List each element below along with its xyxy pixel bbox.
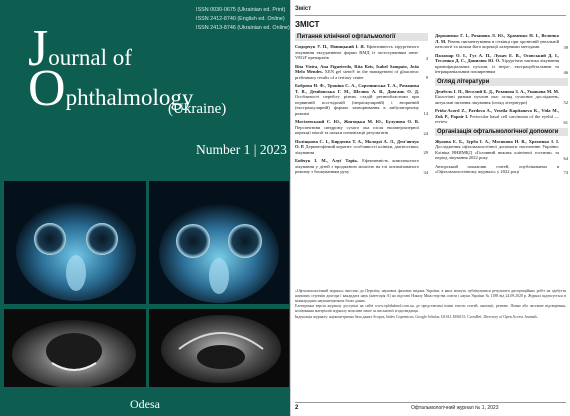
toc-entry-title: Рівень пигментування в сітківці при хронічній увеальній патології та шляхи його корекції лазерними методами bbox=[435, 38, 560, 49]
toc-entry[interactable] bbox=[435, 53, 568, 75]
toc-entry-title: Хірургічна тактика лікування краніофаціальних пухлин, із інтра-, екстраорбітальним та інтракраніальним поширенням bbox=[435, 58, 559, 74]
section-heading: Огляд літератури bbox=[435, 78, 568, 86]
toc-entry[interactable] bbox=[295, 119, 428, 136]
toc-entry-authors: Паламар О. І., Гуз А. П., Лукач Е. В., Осовський Д. І., Тесленко Д. С., Данилюк Ю. О. bbox=[435, 52, 559, 63]
toc-entry[interactable] bbox=[435, 89, 568, 106]
toc-entry[interactable] bbox=[295, 64, 428, 81]
toc-entry-authors: Дембель І. П., Веселий Б. Д., Розанова З. А., Ушакова М. М. bbox=[435, 88, 559, 94]
journal-subtitle: (Ukraine) bbox=[168, 101, 227, 117]
toc-entry-authors: Prida-Acord Z., Pardova A., Veseila Kapitanova K., Vida M., Zuk P., Papoir I. bbox=[435, 108, 559, 119]
toc-entry-page: 61 bbox=[563, 119, 568, 125]
note-accreditation: «Офтальмологічний журнал» внесено до Переліку наукових фахових видань України, в яких можуть публікуватися результати дисертаційних робіт на здобуття наукових ступенів доктора і кандидата наук (категорія А) на підставі Наказу Міністерства освіти і науки України № 1188 від 24.09.2020 р. Журнал індексується в міжнародних наукометричних базах даних. bbox=[295, 289, 566, 303]
issue-number: Number 1 | 2023 bbox=[196, 142, 287, 157]
toc-entry-page: 29 bbox=[423, 150, 428, 155]
toc-entry-authors: Rita Vieira, Ana Figueiredo, Rita Reis, Isabel Sampaio, João Melo Mendes. bbox=[295, 63, 419, 74]
toc-entry-title: Біологічні ризики пухлин ока: огляд сучасних досліджень, актуальні питання лікування (огляд літератури) bbox=[435, 94, 559, 105]
toc-entry-authors: Бойчук І. М., Алуї Тарік. bbox=[295, 158, 359, 163]
contents-column-left bbox=[295, 33, 428, 178]
contents-page bbox=[290, 0, 570, 416]
contents-column-right bbox=[435, 33, 568, 178]
toc-entry-page: 74 bbox=[563, 169, 568, 175]
running-header: Зміст bbox=[295, 6, 312, 12]
toc-entry[interactable] bbox=[435, 108, 568, 125]
title-initial-o: O bbox=[28, 60, 66, 117]
toc-entry-title: XEN gel stent® in the management of glaucoma: preliminary results of a tertiary center bbox=[295, 69, 419, 80]
toc-entry-page: 24 bbox=[423, 130, 428, 136]
toc-entry-text bbox=[435, 164, 559, 175]
toc-entry-title: Periocular basal cell carcinoma of the eyelid — review bbox=[435, 113, 560, 124]
toc-entry-authors: Дорошенко Г. І., Розанова Л. Ю., Храменко Н. І., Величко Л. М. bbox=[435, 33, 559, 44]
toc-entry-page: 14 bbox=[423, 111, 428, 116]
toc-entry-text bbox=[295, 119, 419, 136]
title-initial-j: J bbox=[28, 20, 49, 77]
toc-entry-authors: Поліщкова С. І., Кирдеєва Т. А., Молодої А. Л., Дем'янчук О. Р. bbox=[295, 138, 419, 149]
toc-entry-authors: Жукова Е. Б., Зурба І. А., Мосякова Н. В., Храменко І. І. bbox=[435, 138, 559, 144]
publication-city: Odesa bbox=[130, 397, 160, 411]
ultrasound-image-left bbox=[4, 309, 146, 387]
footer-rule bbox=[295, 402, 566, 403]
toc-entry-title: Дерматофітний кератит: особливості клініки, діагностики, лікування bbox=[295, 144, 419, 155]
ct-scan-image-right bbox=[149, 181, 289, 304]
section-heading: Організація офтальмологічної допомоги bbox=[435, 128, 568, 136]
toc-entry-authors: Могілевський С. Ю., Жигоцька М. Ю., Булунова О. В. bbox=[295, 119, 419, 124]
toc-entry-text bbox=[295, 44, 419, 61]
issn-print: ISSN 0030-0675 (Ukrainian ed. Print) bbox=[196, 7, 286, 13]
toc-entry-text bbox=[435, 53, 559, 75]
toc-entry-title: Дослідження офтальмологічної допомоги населенню України: Клініка ВНИМКД «Головний виклик клінічної гостини» за період лікування 2022 року bbox=[435, 144, 559, 160]
toc-entry[interactable] bbox=[435, 139, 568, 161]
toc-entry-page: 64 bbox=[563, 155, 568, 161]
toc-entry-text bbox=[295, 64, 419, 81]
header-rule bbox=[295, 15, 566, 16]
toc-entry-page: 52 bbox=[563, 100, 568, 105]
toc-entry-title: Перспективи синдрому сухого ока після ексимерлазерної корекції міопії та шляхи оптимізації результатів bbox=[295, 124, 419, 135]
toc-entry-title: Особливості перебігу різних стадій ретинобластоми при первинній пол-відомій (інтраокулярній) і вторинній (екстраокулярній) формах захворювання в амбулаторному режимі bbox=[295, 94, 419, 116]
toc-entry-page: 9 bbox=[425, 75, 428, 80]
toc-entry[interactable] bbox=[295, 158, 428, 175]
issn-ukrainian-online: ISSN 2413-8746 (Ukrainian ed. Online) bbox=[196, 24, 290, 31]
issn-block bbox=[196, 6, 288, 32]
toc-entry[interactable] bbox=[295, 83, 428, 116]
toc-entry[interactable] bbox=[295, 44, 428, 61]
toc-entry-text bbox=[435, 139, 559, 161]
toc-entry-title: Ефективність комплексного лікування у дітей з вродженою міопією на тлі оптимізованого режиму з блокуванням руху bbox=[295, 158, 419, 174]
toc-entry[interactable] bbox=[295, 139, 428, 156]
toc-entry-page: 34 bbox=[423, 169, 428, 175]
toc-entry-page: 3 bbox=[425, 55, 428, 61]
ultrasound-image-right bbox=[149, 309, 289, 387]
page-number: 2 bbox=[295, 405, 299, 411]
title-rest-2: phthalmology bbox=[65, 85, 194, 110]
toc-entry-page: 46 bbox=[563, 69, 568, 75]
section-heading: Питання клінічної офтальмології bbox=[295, 33, 428, 41]
running-footer: Офтальмологічний журнал № 1, 2023 bbox=[411, 405, 499, 411]
toc-entry-authors: Сидорчук У. П., Новицький І. Я. bbox=[295, 44, 365, 49]
toc-entry-text bbox=[295, 139, 419, 156]
toc-entry-text bbox=[435, 33, 559, 50]
toc-entry[interactable] bbox=[435, 164, 568, 175]
contents-heading: ЗМІСТ bbox=[295, 20, 320, 29]
publication-notes bbox=[295, 289, 566, 321]
title-rest-1: ournal of bbox=[48, 45, 132, 70]
toc-entry-page: 39 bbox=[563, 44, 568, 50]
toc-entry[interactable] bbox=[435, 33, 568, 50]
issn-english-online: ISSN 2412-8740 (English ed. Online) bbox=[196, 15, 285, 22]
toc-entry-text bbox=[435, 89, 559, 106]
toc-entry-title: Ефективність хірургічного лікування ексудативної форми ВМД із застосуванням анти-VEGF препаратів bbox=[295, 44, 419, 60]
note-indexing: Індексація журналу: наукометрична база даних Scopus, Index Copernicus, Google Scholar, DOAJ, EBSCO, CrossRef, Directory of Open Access Journals. bbox=[295, 314, 538, 319]
toc-entry-text bbox=[295, 83, 419, 116]
toc-entry-text bbox=[435, 108, 559, 125]
ct-scan-image-left bbox=[4, 181, 146, 304]
toc-entry-title: Авторський покажчик статей, опублікованих в «Офтальмологічному журналі» у 2022 році bbox=[435, 163, 559, 174]
toc-entry-text bbox=[295, 158, 419, 175]
toc-entry-authors: Боброва Н. Ф., Троніна С. А., Сорочинська Т. А., Романова Т. В., Демйонська Г. М., Шелюк А. В., Довгань О. Д. bbox=[295, 83, 419, 94]
note-electronic-version: Електронна версія журналу доступна на сайті www.ophthalmol.com.ua, де представлені повні тексти статей, анотації, резюме. Повне або часткове відтворення, копіювання матеріалів журналу можливе лише за письмової згоди видавця. bbox=[295, 304, 566, 314]
